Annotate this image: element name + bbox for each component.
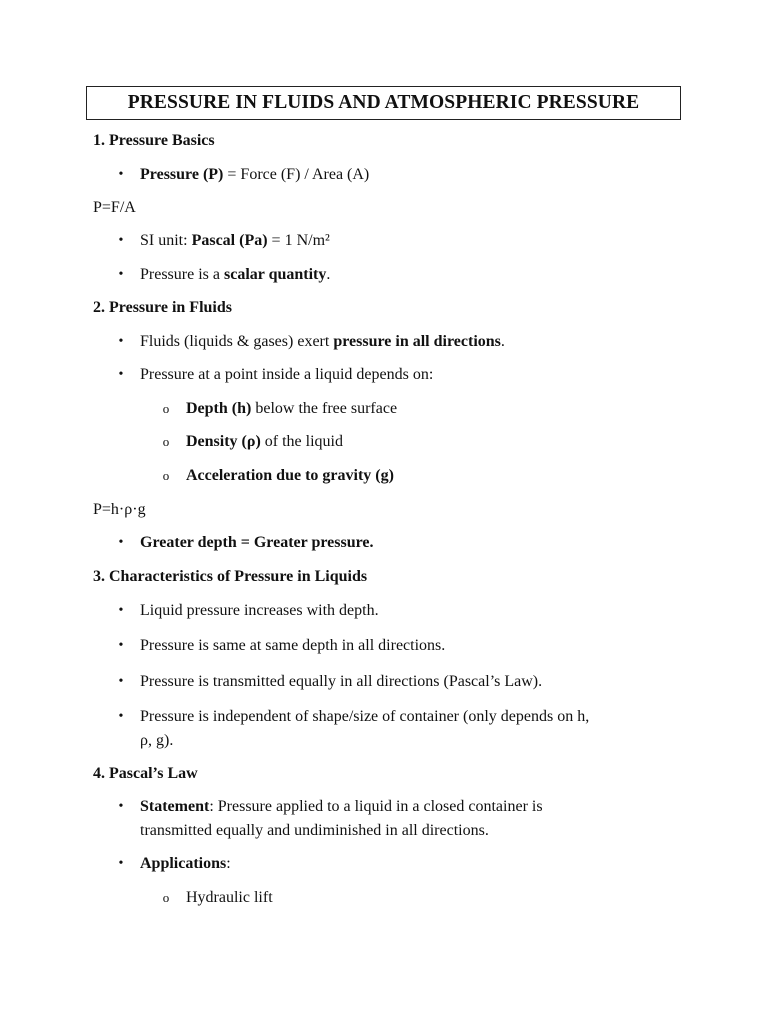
bullet-icon: •: [118, 799, 124, 814]
bullet-icon: •: [118, 334, 124, 349]
list-item-text: Liquid pressure increases with depth.: [140, 602, 379, 619]
section-heading-1: 1. Pressure Basics: [93, 132, 215, 149]
list-item-text: Applications:: [140, 855, 231, 872]
circle-bullet-icon: o: [162, 434, 170, 449]
list-item-continuation: ρ, g).: [140, 732, 174, 749]
bullet-icon: •: [118, 535, 124, 550]
circle-bullet-icon: o: [162, 401, 170, 416]
bullet-icon: •: [118, 603, 124, 618]
sub-list-item-text: Hydraulic lift: [186, 889, 273, 906]
list-item-text: Pressure is a scalar quantity.: [140, 266, 331, 283]
sub-list-item-text: Acceleration due to gravity (g): [186, 467, 394, 484]
section-heading-3: 3. Characteristics of Pressure in Liquids: [93, 568, 368, 585]
bullet-icon: •: [118, 856, 124, 871]
list-item-text: Fluids (liquids & gases) exert pressure in all directions.: [140, 333, 505, 350]
bullet-icon: •: [118, 638, 124, 653]
list-item-text: Pressure at a point inside a liquid depends on:: [140, 366, 434, 383]
formula-pressure: P=F/A: [93, 199, 136, 216]
list-item-text: Pressure (P) = Force (F) / Area (A): [140, 166, 370, 183]
list-item-text: Greater depth = Greater pressure.: [140, 534, 374, 551]
bullet-icon: •: [118, 167, 124, 182]
list-item-continuation: transmitted equally and undiminished in all directions.: [140, 822, 489, 839]
section-heading-2: 2. Pressure in Fluids: [93, 299, 232, 316]
bullet-icon: •: [118, 267, 124, 282]
list-item-text: Pressure is independent of shape/size of container (only depends on h,: [140, 708, 590, 725]
bullet-icon: •: [118, 233, 124, 248]
bullet-icon: •: [118, 709, 124, 724]
list-item-text: SI unit: Pascal (Pa) = 1 N/m²: [140, 232, 330, 249]
sub-list-item-text: Density (ρ) of the liquid: [186, 433, 343, 450]
list-item-text: Statement: Pressure applied to a liquid in a closed container is: [140, 798, 543, 815]
bullet-icon: •: [118, 367, 124, 382]
document-title-text: PRESSURE IN FLUIDS AND ATMOSPHERIC PRESSURE: [127, 92, 640, 113]
sub-list-item-text: Depth (h) below the free surface: [186, 400, 398, 417]
circle-bullet-icon: o: [162, 890, 170, 905]
list-item-text: Pressure is same at same depth in all directions.: [140, 637, 446, 654]
circle-bullet-icon: o: [162, 468, 170, 483]
document-title: [86, 86, 681, 120]
section-heading-4: 4. Pascal’s Law: [93, 765, 198, 782]
list-item-text: Pressure is transmitted equally in all directions (Pascal’s Law).: [140, 673, 543, 690]
bullet-icon: •: [118, 674, 124, 689]
formula-liquid-pressure: P=h·ρ·g: [93, 501, 146, 518]
